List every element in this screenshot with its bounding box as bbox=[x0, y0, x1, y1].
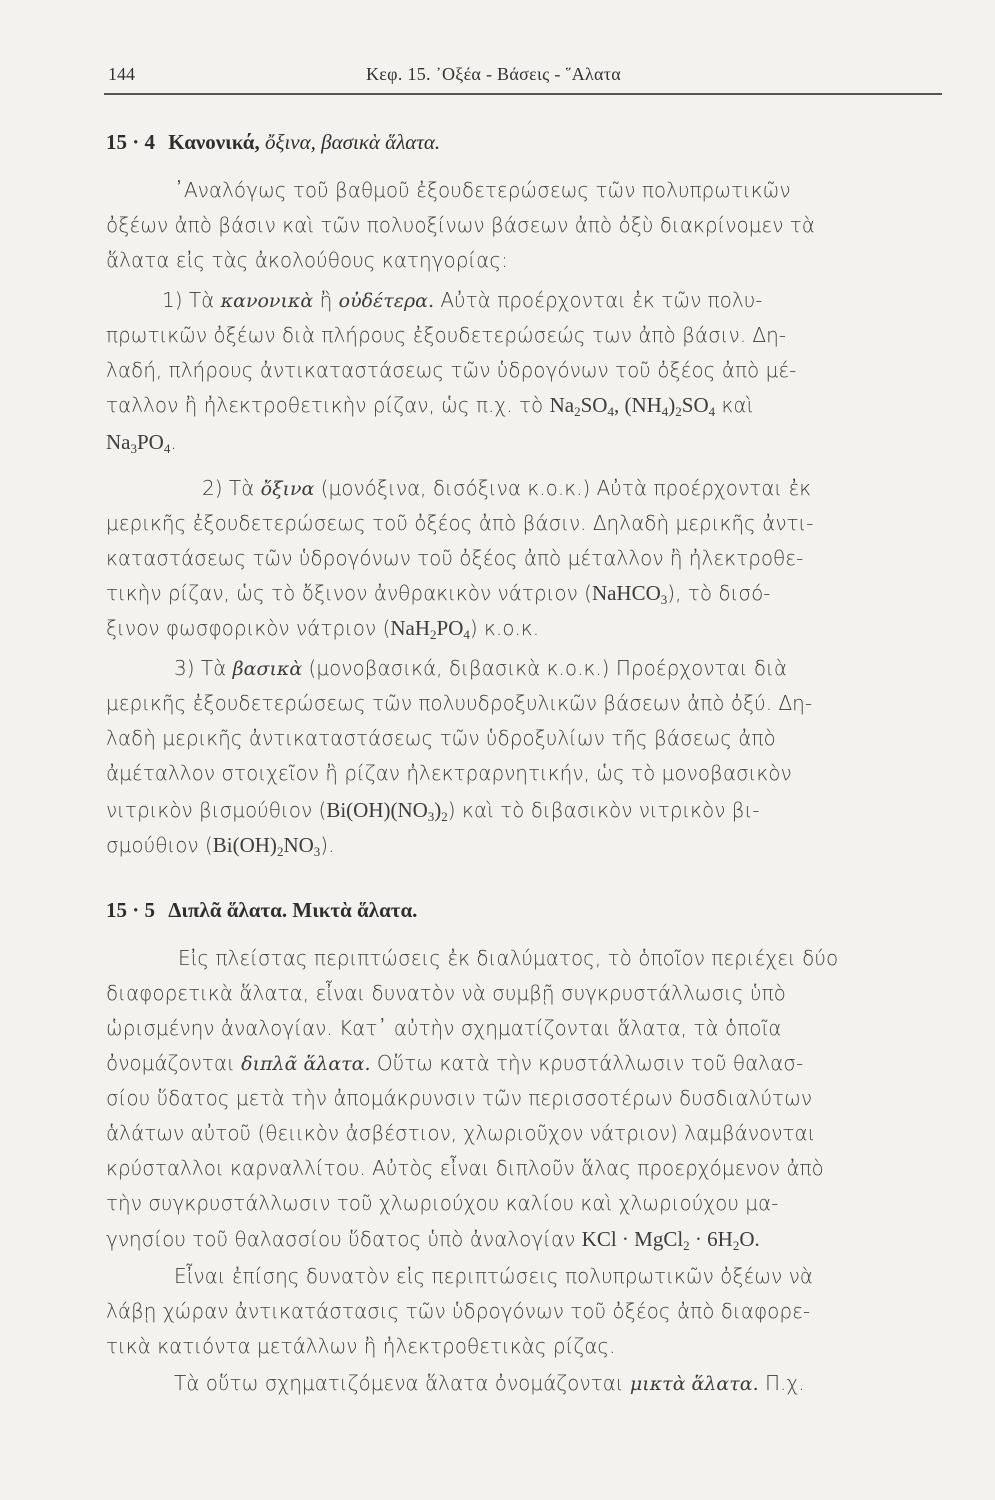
formula-subscript: 4 bbox=[607, 404, 614, 419]
text-line: μερικῆς ἐξουδετερώσεως τοῦ ὀξέος ἀπὸ βάσιν. Δηλαδὴ μερικῆς ἀντι- bbox=[106, 511, 814, 535]
formula-subscript: 2 bbox=[276, 844, 284, 859]
text-span: . bbox=[170, 430, 177, 454]
text-line: ᾿Αναλόγως τοῦ βαθμοῦ ἐξουδετερώσεως τῶν πολυπρωτικῶν bbox=[174, 178, 791, 202]
formula-subscript: 2 bbox=[683, 1238, 690, 1253]
text-line: τὴν συγκρυστάλλωσιν τοῦ χλωριούχου καλίου καὶ χλωριούχου μα- bbox=[106, 1191, 779, 1215]
formula-subscript: 4 bbox=[163, 441, 171, 456]
formula-part: KCl · MgCl bbox=[581, 1227, 684, 1251]
formula-subscript: 3 bbox=[427, 809, 435, 824]
formula-part: NaHCO bbox=[591, 581, 661, 605]
italic-term: ὄξινα bbox=[260, 478, 315, 500]
formula-subscript: 3 bbox=[660, 592, 668, 607]
formula-subscript: 4 bbox=[661, 404, 669, 419]
text-line bbox=[106, 830, 942, 864]
text-span: καὶ bbox=[715, 393, 754, 417]
section-number: 15 · 4 bbox=[106, 130, 156, 154]
text-line bbox=[106, 1224, 942, 1258]
formula-subscript: 4 bbox=[708, 404, 716, 419]
text-line bbox=[106, 427, 942, 461]
header-rule bbox=[104, 93, 942, 95]
text-span: ). bbox=[320, 833, 335, 857]
formula-part: SO bbox=[580, 393, 608, 417]
italic-term: μικτὰ ἅλατα. bbox=[629, 1373, 759, 1395]
formula-subscript: 3 bbox=[130, 441, 137, 456]
chemical-formula bbox=[213, 833, 321, 857]
text-span: ), τὸ δισό- bbox=[667, 581, 771, 605]
text-span: γνησίου τοῦ θαλασσίου ὕδατος ὑπὸ ἀναλογίαν bbox=[106, 1227, 582, 1251]
text-line bbox=[106, 613, 942, 647]
text-line: ἀμέταλλον στοιχεῖον ἢ ρίζαν ἠλεκτραρνητικήν, ὡς τὸ μονοβασικὸν bbox=[106, 761, 792, 785]
text-span: ξινον φωσφορικὸν νάτριον ( bbox=[106, 616, 391, 640]
formula-subscript: 3 bbox=[313, 844, 321, 859]
formula-subscript: 2 bbox=[574, 404, 581, 419]
text-line bbox=[106, 1048, 942, 1082]
section-heading-15-5 bbox=[106, 898, 417, 923]
text-span: Οὕτω κατὰ τὴν κρυστάλλωσιν τοῦ θαλασ- bbox=[370, 1051, 804, 1075]
text-span: Τὰ οὕτω σχηματιζόμενα ἅλατα ὀνομάζονται bbox=[174, 1371, 630, 1395]
formula-part: · 6H bbox=[689, 1227, 733, 1251]
text-line bbox=[106, 1368, 942, 1402]
formula-part: O. bbox=[739, 1227, 760, 1251]
section-title-part: ὄξινα, βασικὰ ἅλατα. bbox=[264, 130, 441, 154]
text-span: (μονόξινα, δισόξινα κ.ο.κ.) Αὐτὰ προέρχονται ἐκ bbox=[314, 476, 812, 500]
section-title: Διπλᾶ ἅλατα. Μικτὰ ἅλατα. bbox=[168, 898, 418, 922]
text-span: ἢ bbox=[313, 288, 339, 312]
section-title-part: Κανονικά, bbox=[168, 130, 265, 154]
chemical-formula bbox=[106, 430, 170, 454]
text-span: Αὐτὰ προέρχονται ἐκ τῶν πολυ- bbox=[434, 288, 763, 312]
italic-term: διπλᾶ ἅλατα. bbox=[241, 1053, 371, 1075]
text-line: σίου ὕδατος μετὰ τὴν ἀπομάκρυνσιν τῶν περισσοτέρων δυσδιαλύτων bbox=[106, 1086, 812, 1110]
text-line: τικὰ κατιόντα μετάλλων ἢ ἠλεκτροθετικὰς ρίζας. bbox=[106, 1334, 616, 1358]
text-span: Π.χ. bbox=[758, 1371, 805, 1395]
formula-part: PO bbox=[436, 616, 464, 640]
formula-subscript: 2 bbox=[430, 627, 437, 642]
text-line: λαδὴ μερικῆς ἀντικαταστάσεως τῶν ὑδροξυλίων τῆς βάσεως ἀπὸ bbox=[106, 726, 776, 750]
italic-term: βασικὰ bbox=[232, 658, 303, 680]
chemical-formula bbox=[592, 581, 667, 605]
formula-subscript: 4 bbox=[463, 627, 470, 642]
text-line: Εἶναι ἐπίσης δυνατὸν εἰς περιπτώσεις πολυπρωτικῶν ὀξέων νὰ bbox=[174, 1264, 813, 1288]
text-line: ὡρισμένην ἀναλογίαν. Κατ᾿ αὐτὴν σχηματίζονται ἅλατα, τὰ ὁποῖα bbox=[106, 1016, 782, 1040]
formula-part: Na bbox=[106, 430, 131, 454]
text-span: ταλλον ἢ ἠλεκτροθετικὴν ρίζαν, ὡς π.χ. τὸ bbox=[106, 393, 550, 417]
chemical-formula: $Na_2SO_4$, $(NH_4)_2SO_4$ bbox=[549, 393, 716, 419]
chemical-formula bbox=[390, 616, 470, 640]
formula-subscript: 2 bbox=[441, 809, 448, 824]
text-line bbox=[106, 653, 942, 687]
text-span: 3) Τὰ bbox=[174, 656, 233, 680]
chemical-formula bbox=[582, 1227, 760, 1251]
text-line: καταστάσεως τῶν ὑδρογόνων τοῦ ὀξέος ἀπὸ μέταλλον ἢ ἠλεκτροθε- bbox=[106, 546, 804, 570]
text-line: λάβῃ χώραν ἀντικατάστασις τῶν ὑδρογόνων τοῦ ὀξέος ἀπὸ διαφορε- bbox=[106, 1299, 811, 1323]
section-number: 15 · 5 bbox=[106, 898, 156, 922]
formula-subscript: 2 bbox=[732, 1238, 740, 1253]
text-line: Εἰς πλείστας περιπτώσεις ἐκ διαλύματος, τὸ ὁποῖον περιέχει δύο bbox=[178, 946, 839, 970]
page-header bbox=[104, 58, 942, 94]
formula-part: Bi(OH) bbox=[212, 833, 277, 857]
text-span: (μονοβασικά, διβασικὰ κ.ο.κ.) Προέρχονται διὰ bbox=[302, 656, 788, 680]
text-span: 2) Τὰ bbox=[202, 476, 261, 500]
text-span: ὀνομάζονται bbox=[106, 1051, 242, 1075]
formula-part: NO bbox=[283, 833, 314, 857]
text-span: 1) Τὰ bbox=[162, 288, 221, 312]
text-line bbox=[106, 473, 942, 507]
italic-term: οὐδέτερα. bbox=[338, 290, 434, 312]
formula-part: Na bbox=[549, 393, 575, 417]
text-span: σμούθιον ( bbox=[106, 833, 213, 857]
formula-part: (NH bbox=[624, 393, 662, 417]
formula-part: ) bbox=[668, 393, 676, 417]
text-line bbox=[106, 390, 942, 424]
italic-term: κανονικὰ bbox=[220, 290, 314, 312]
text-line: πρωτικῶν ὀξέων διὰ πλήρους ἐξουδετερώσεώς των ἀπὸ βάσιν. Δη- bbox=[106, 323, 786, 347]
page-number: 144 bbox=[108, 64, 135, 84]
text-line bbox=[106, 578, 942, 612]
formula-part: NaH bbox=[390, 616, 431, 640]
text-line: ὀξέων ἀπὸ βάσιν καὶ τῶν πολυοξίνων βάσεων ἀπὸ ὀξὺ διακρίνομεν τὰ bbox=[106, 213, 815, 237]
text-line bbox=[106, 285, 942, 319]
section-heading-15-4 bbox=[106, 130, 440, 155]
text-line: ἅλατα εἰς τὰς ἀκολούθους κατηγορίας: bbox=[106, 248, 508, 272]
formula-part: PO bbox=[137, 430, 164, 454]
text-span: ) καὶ τὸ διβασικὸν νιτρικὸν βι- bbox=[447, 798, 760, 822]
formula-part: ) bbox=[434, 798, 442, 822]
text-span: νιτρικὸν βισμούθιον ( bbox=[106, 798, 327, 822]
formula-part: SO bbox=[681, 393, 709, 417]
text-line: λαδή, πλήρους ἀντικαταστάσεως τῶν ὑδρογόνων τοῦ ὀξέος ἀπὸ μέ- bbox=[106, 358, 797, 382]
text-line bbox=[106, 795, 942, 829]
text-line: ἁλάτων αὐτοῦ (θειικὸν ἀσβέστιον, χλωριοῦχον νάτριον) λαμβάνονται bbox=[106, 1121, 816, 1145]
text-span: ) κ.ο.κ. bbox=[469, 616, 540, 640]
text-span: τικὴν ρίζαν, ὡς τὸ ὄξινον ἀνθρακικὸν νάτριον ( bbox=[106, 581, 592, 605]
formula-part: Bi(OH)(NO bbox=[326, 798, 428, 822]
text-line: κρύσταλλοι καρναλλίτου. Αὐτὸς εἶναι διπλοῦν ἅλας προερχόμενον ἀπὸ bbox=[106, 1156, 824, 1180]
running-title: Κεφ. 15. ᾿Οξέα - Βάσεις - ῞Αλατα bbox=[366, 64, 622, 84]
formula-subscript: 2 bbox=[675, 404, 682, 419]
chemical-formula bbox=[326, 798, 447, 822]
text-line: διαφορετικὰ ἅλατα, εἶναι δυνατὸν νὰ συμβῇ συγκρυστάλλωσις ὑπὸ bbox=[106, 981, 786, 1005]
text-line: μερικῆς ἐξουδετερώσεως τῶν πολυυδροξυλικῶν βάσεων ἀπὸ ὀξύ. Δη- bbox=[106, 691, 813, 715]
